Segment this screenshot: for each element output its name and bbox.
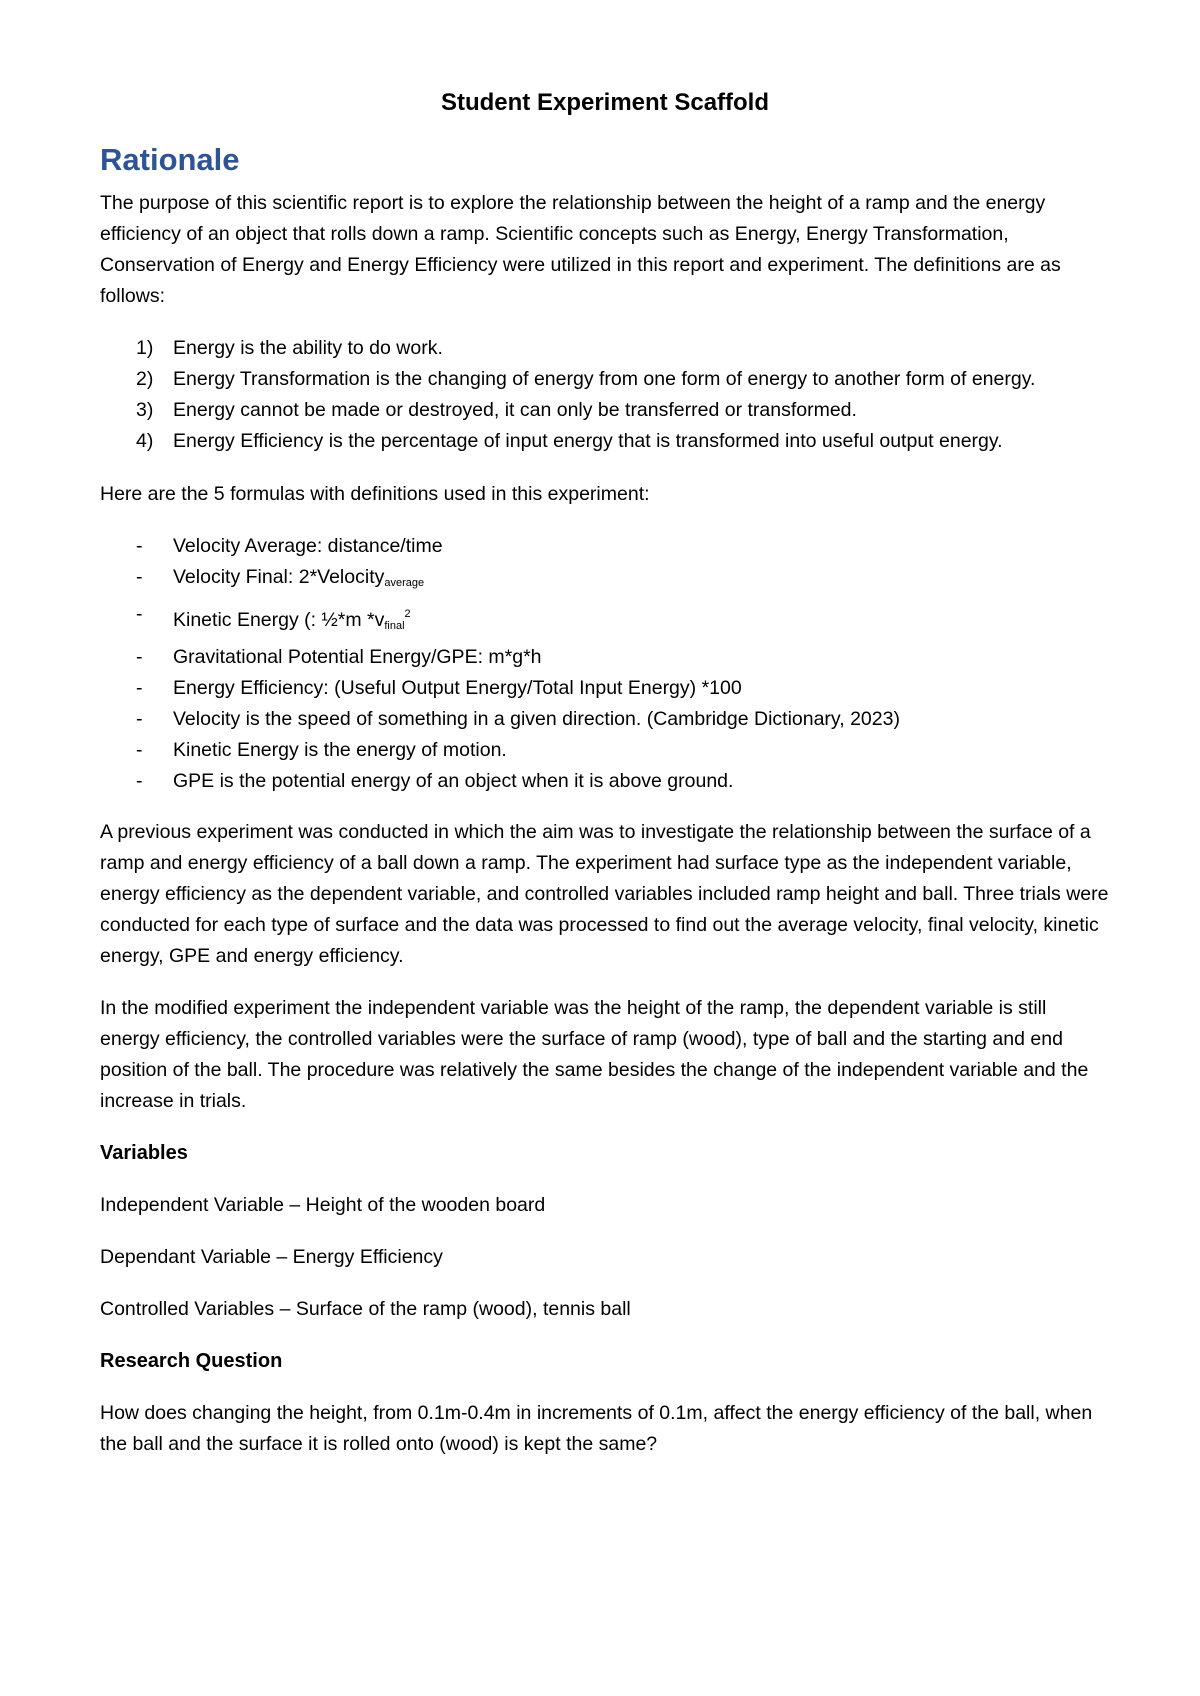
list-item bbox=[100, 364, 1110, 395]
bullet-dash: - bbox=[136, 646, 143, 668]
list-item bbox=[100, 673, 1110, 704]
list-item bbox=[100, 531, 1110, 562]
list-item bbox=[100, 735, 1110, 766]
superscript-2: 2 bbox=[404, 608, 411, 620]
intro-paragraph: The purpose of this scientific report is to explore the relationship between the height of a ramp and the energy efficiency of an object that rolls down a ramp. Scientific concepts such as Energy, Energy Transformation, Conservation of Energy and Energy Efficiency were utilized in this report and experiment. The definitions are as follows: bbox=[100, 192, 1061, 307]
formula-gpe: Gravitational Potential Energy/GPE: m*g*h bbox=[173, 646, 542, 668]
formula-velocity-average: Velocity Average: distance/time bbox=[173, 535, 443, 557]
list-item bbox=[100, 562, 1110, 599]
dependent-variable: Dependant Variable – Energy Efficiency bbox=[100, 1246, 443, 1268]
bullet-dash: - bbox=[136, 708, 143, 730]
research-question: How does changing the height, from 0.1m-0.4m in increments of 0.1m, affect the energy efficiency of the ball, when the ball and the surface it is rolled onto (wood) is kept the same? bbox=[100, 1402, 1093, 1455]
bullet-dash: - bbox=[136, 566, 143, 588]
list-item bbox=[100, 704, 1110, 735]
bullet-dash: - bbox=[136, 603, 143, 625]
list-number: 3) bbox=[136, 399, 154, 421]
formulas-intro: Here are the 5 formulas with definitions used in this experiment: bbox=[100, 483, 650, 505]
subscript-final: final bbox=[384, 620, 405, 632]
velocity-definition: Velocity is the speed of something in a given direction. (Cambridge Dictionary, 2023) bbox=[173, 708, 900, 730]
controlled-variables: Controlled Variables – Surface of the ramp (wood), tennis ball bbox=[100, 1298, 631, 1320]
previous-experiment-paragraph: A previous experiment was conducted in which the aim was to investigate the relationship between the surface of a ramp and energy efficiency of a ball down a ramp. The experiment had surface type as the independent variable, energy efficiency as the dependent variable, and controlled variables included ramp height and ball. Three trials were conducted for each type of surface and the data was processed to find out the average velocity, final velocity, kinetic energy, GPE and energy efficiency. bbox=[100, 821, 1109, 967]
list-number: 2) bbox=[136, 368, 154, 390]
modified-experiment-paragraph: In the modified experiment the independent variable was the height of the ramp, the dependent variable is still energy efficiency, the controlled variables were the surface of ramp (wood), type of ball and the starting and end position of the ball. The procedure was relatively the same besides the change of the independent variable and the increase in trials. bbox=[100, 997, 1089, 1112]
bullet-dash: - bbox=[136, 677, 143, 699]
bullet-dash: - bbox=[136, 770, 143, 792]
list-item bbox=[100, 766, 1110, 797]
definition-text: Energy Efficiency is the percentage of input energy that is transformed into useful output energy. bbox=[173, 430, 1003, 452]
formula-velocity-final bbox=[173, 566, 424, 588]
list-number: 1) bbox=[136, 337, 154, 359]
list-item bbox=[100, 333, 1110, 364]
document-title: Student Experiment Scaffold bbox=[440, 89, 770, 116]
gpe-definition: GPE is the potential energy of an object when it is above ground. bbox=[173, 770, 734, 792]
formula-velocity-final-text: Velocity Final: 2*Velocity bbox=[173, 566, 385, 588]
formula-kinetic-text: Kinetic Energy (: ½*m *v bbox=[173, 609, 385, 631]
variables-heading: Variables bbox=[100, 1142, 188, 1164]
list-item bbox=[100, 426, 1110, 457]
list-item bbox=[100, 395, 1110, 426]
bullet-dash: - bbox=[136, 535, 143, 557]
independent-variable: Independent Variable – Height of the wooden board bbox=[100, 1194, 546, 1216]
formula-kinetic-energy bbox=[173, 609, 411, 631]
research-question-heading: Research Question bbox=[100, 1350, 283, 1372]
list-item bbox=[100, 599, 1110, 642]
formulas-list bbox=[100, 531, 1110, 797]
definition-text: Energy cannot be made or destroyed, it can only be transferred or transformed. bbox=[173, 399, 857, 421]
bullet-dash: - bbox=[136, 739, 143, 761]
definition-text: Energy is the ability to do work. bbox=[173, 337, 443, 359]
rationale-heading: Rationale bbox=[100, 142, 240, 177]
definition-text: Energy Transformation is the changing of energy from one form of energy to another form of energy. bbox=[173, 368, 1036, 390]
formula-efficiency: Energy Efficiency: (Useful Output Energy/Total Input Energy) *100 bbox=[173, 677, 742, 699]
document-body bbox=[100, 86, 1110, 1481]
list-number: 4) bbox=[136, 430, 154, 452]
subscript-average: average bbox=[384, 577, 425, 589]
list-item bbox=[100, 642, 1110, 673]
kinetic-definition: Kinetic Energy is the energy of motion. bbox=[173, 739, 507, 761]
definitions-list bbox=[100, 333, 1110, 457]
